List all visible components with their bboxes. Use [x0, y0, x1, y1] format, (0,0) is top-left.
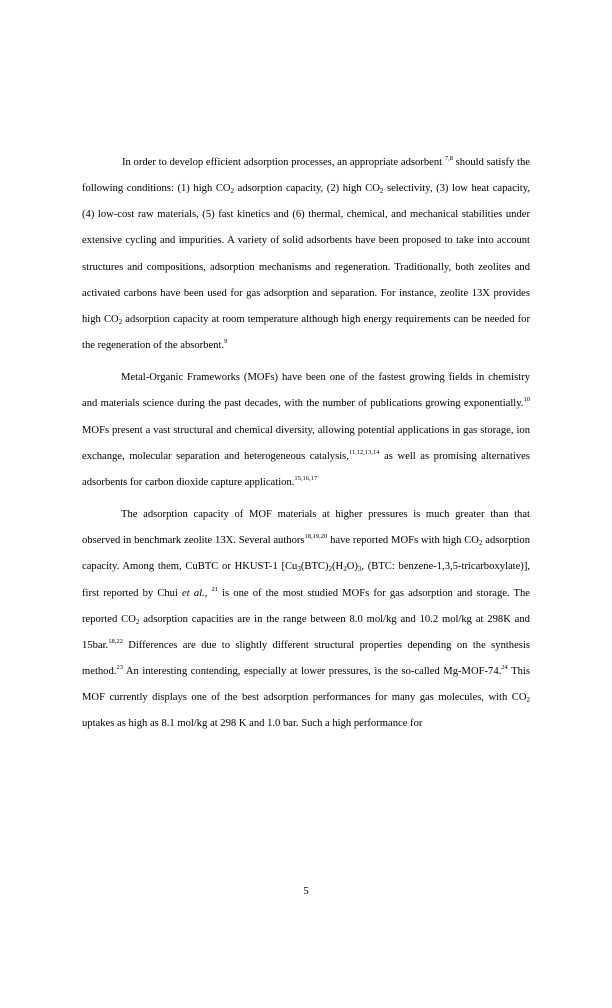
text-run: MOFs present a vast structural and chemical diversity, allowing potential applications in gas storage, ion exchange, molecular separation and heterogeneous catalysis, — [82, 424, 530, 462]
text-run: adsorption capacity, (2) high CO — [234, 183, 380, 195]
chemical-subscript: 3 — [297, 565, 301, 574]
chemical-subscript: 2 — [230, 187, 235, 196]
text-run: (BTC) — [300, 561, 329, 573]
text-run: In order to develop efficient adsorption processes, an appropriate adsorbent — [122, 157, 445, 168]
text-run: adsorption capacity. Among them, CuBTC or HKUST-1 [Cu — [82, 535, 530, 573]
citation-superscript: 18,22 — [108, 637, 123, 645]
chemical-subscript: 2 — [343, 565, 347, 574]
chemical-subscript: 2 — [135, 617, 140, 626]
paragraph-1 — [82, 150, 530, 359]
chemical-subscript: 2 — [526, 696, 530, 705]
paragraph-2 — [82, 365, 530, 496]
citation-superscript: 21 — [211, 585, 218, 593]
chemical-subscript: 2 — [478, 539, 483, 548]
citation-superscript: 11,12,13,14 — [348, 448, 380, 456]
citation-superscript: 24 — [501, 663, 508, 671]
text-run: This MOF currently displays one of the best adsorption performances for many gas molecules, with CO — [82, 665, 530, 704]
text-run: uptakes as high as 8.1 mol/kg at 298 K and 1.0 bar. Such a high performance for — [82, 718, 423, 730]
text-run: selectivity, (3) low heat capacity, (4) low-cost raw materials, (5) fast kinetics and (6) thermal, chemical, and mechanical stabilities under extensive cycling and impurities. A variety of solid adsorbents have been proposed to take into account structures and compositions, adsorption mechanisms and regeneration. Traditionally, both zeolites and activated carbons have been used for gas adsorption and separation. For instance, zeolite 13X provides high CO — [82, 183, 530, 325]
text-run: , (BTC: benzene-1,3,5-tricarboxylate)], first reported by Chui — [82, 561, 530, 599]
text-run: An interesting contending, especially at lower pressures, is the so-called Mg-MOF-74. — [122, 665, 502, 677]
text-run: O) — [346, 561, 358, 573]
citation-superscript: 15,16,17 — [294, 474, 318, 482]
text-run: adsorption capacities are in the range between 8.0 mol/kg and 10.2 mol/kg at 298K and 15bar. — [82, 613, 530, 651]
text-run: Differences are due to slightly different structural properties depending on the synthesis method. — [82, 639, 530, 677]
citation-superscript: 10 — [523, 396, 530, 404]
citation-superscript: 9 — [224, 338, 228, 346]
text-run: , — [204, 587, 212, 599]
page-number: 5 — [303, 886, 309, 897]
chemical-subscript: 2 — [118, 317, 123, 326]
chemical-subscript: 2 — [379, 187, 384, 196]
citation-superscript: 18,19,20 — [304, 533, 328, 541]
citation-superscript: 7,8 — [444, 155, 453, 162]
italic-text: et al. — [182, 587, 205, 599]
chemical-subscript: 3 — [357, 565, 362, 574]
body-text — [82, 150, 530, 737]
citation-superscript: 23 — [116, 663, 123, 671]
text-run: adsorption capacity at room temperature although high energy requirements can be needed for the regeneration of the absorbent. — [82, 313, 530, 352]
text-run: (H — [332, 561, 344, 573]
text-run: The adsorption capacity of MOF materials at higher pressures is much greater than that observed in benchmark zeolite 13X. Several authors — [82, 509, 530, 547]
text-run: Metal-Organic Frameworks (MOFs) have been one of the fastest growing fields in chemistry and materials science during the past decades, with the number of publications growing exponentially. — [82, 372, 530, 410]
text-run: should satisfy the following conditions: (1) high CO — [82, 157, 531, 195]
chemical-subscript: 2 — [328, 565, 333, 574]
text-run: as well as promising alternatives adsorbents for carbon dioxide capture application. — [82, 450, 530, 488]
text-run: have reported MOFs with high CO — [327, 535, 479, 547]
text-run: is one of the most studied MOFs for gas adsorption and storage. The reported CO — [82, 587, 531, 625]
paragraph-3 — [82, 502, 530, 737]
